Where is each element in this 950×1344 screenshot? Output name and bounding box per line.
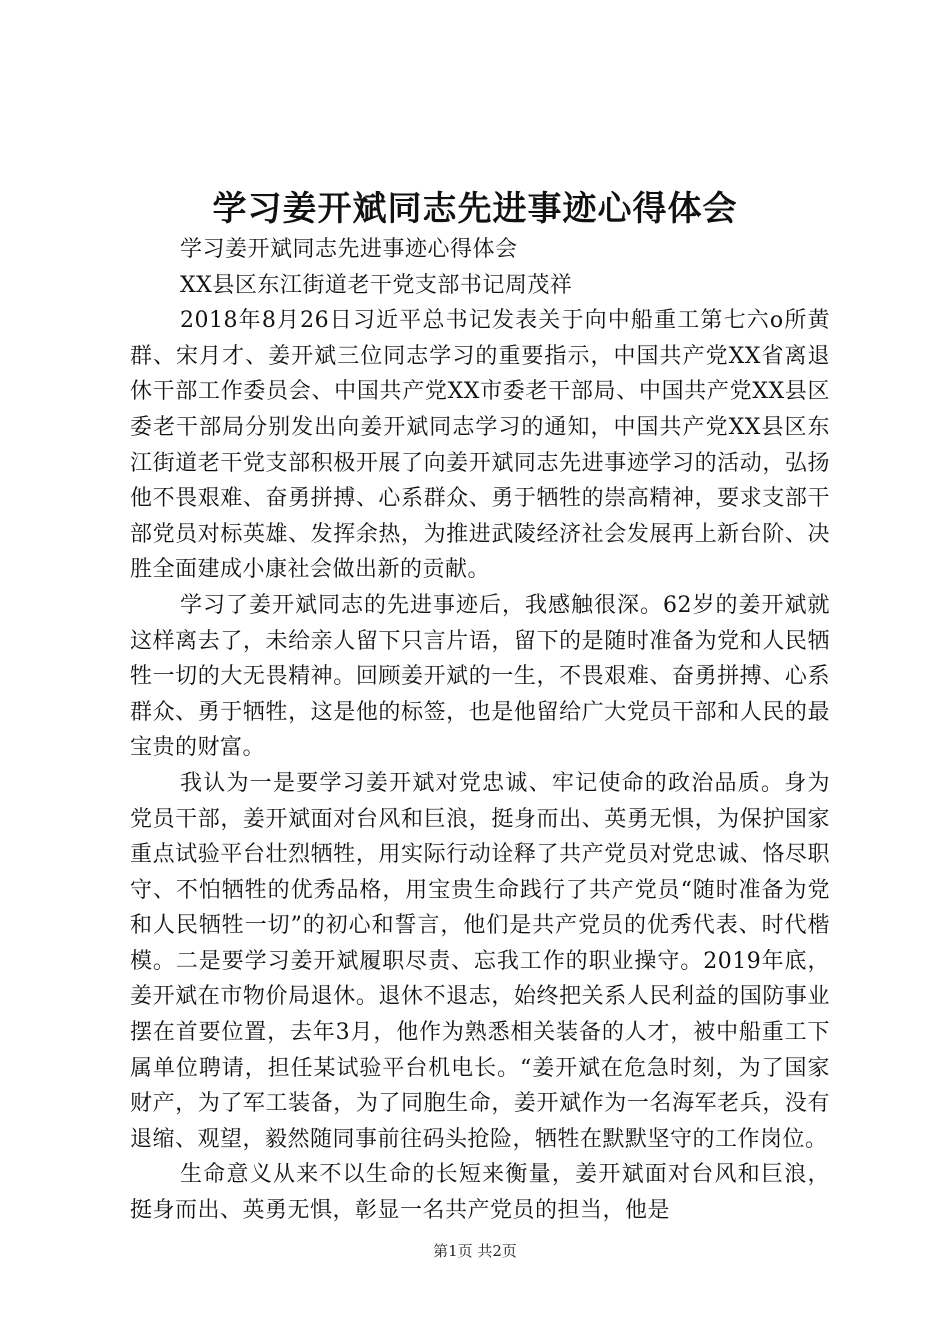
page-number-footer: 第1页 共2页	[433, 1242, 517, 1260]
document-title: 学习姜开斌同志先进事迹心得体会	[212, 189, 738, 229]
paragraph: 2018年8月26日习近平总书记发表关于向中船重工第七六o所黄群、宋月才、姜开斌三位同志学习的重要指示，中国共产党XX省离退休干部工作委员会、中国共产党XX市委老干部局、中国共产党XX县区委老干部局分别发出向姜开斌同志学习的通知，中国共产党XX县区东江街道老干党支部积极开展了向姜开斌同志先进事迹学习的活动，弘扬他不畏艰难、奋勇拼搏、心系群众、勇于牺牲的崇高精神，要求支部干部党员对标英雄、发挥余热，为推进武陵经济社会发展再上新台阶、决胜全面建成小康社会做出新的贡献。	[130, 308, 830, 583]
paragraph: 学习了姜开斌同志的先进事迹后，我感触很深。62岁的姜开斌就这样离去了，未给亲人留下只言片语，留下的是随时准备为党和人民牺牲一切的大无畏精神。回顾姜开斌的一生，不畏艰难、奋勇拼搏、心系群众、勇于牺牲，这是他的标签，也是他留给广大党员干部和人民的最宝贵的财富。	[130, 592, 830, 761]
paragraph-author: XX县区东江街道老干党支部书记周茂祥	[180, 272, 573, 298]
document-body	[130, 232, 830, 1229]
paragraph: 生命意义从来不以生命的长短来衡量，姜开斌面对台风和巨浪，挺身而出、英勇无惧，彰显一名共产党员的担当，他是	[130, 1162, 830, 1224]
paragraph: 我认为一是要学习姜开斌对党忠诚、牢记使命的政治品质。身为党员干部，姜开斌面对台风和巨浪，挺身而出、英勇无惧，为保护国家重点试验平台壮烈牺牲，用实际行动诠释了共产党员对党忠诚、恪尽职守、不怕牺牲的优秀品格，用宝贵生命践行了共产党员“随时准备为党和人民牺牲一切”的初心和誓言，他们是共产党员的优秀代表、时代楷模。二是要学习姜开斌履职尽责、忘我工作的职业操守。2019年底，姜开斌在市物价局退休。退休不退志，始终把关系人民利益的国防事业摆在首要位置，去年3月，他作为熟悉相关装备的人才，被中船重工下属单位聘请，担任某试验平台机电长。“姜开斌在危急时刻，为了国家财产，为了军工装备，为了同胞生命，姜开斌作为一名海军老兵，没有退缩、观望，毅然随同事前往码头抢险，牺牲在默默坚守的工作岗位。	[130, 770, 830, 1152]
paragraph-subtitle: 学习姜开斌同志先进事迹心得体会	[180, 237, 518, 262]
